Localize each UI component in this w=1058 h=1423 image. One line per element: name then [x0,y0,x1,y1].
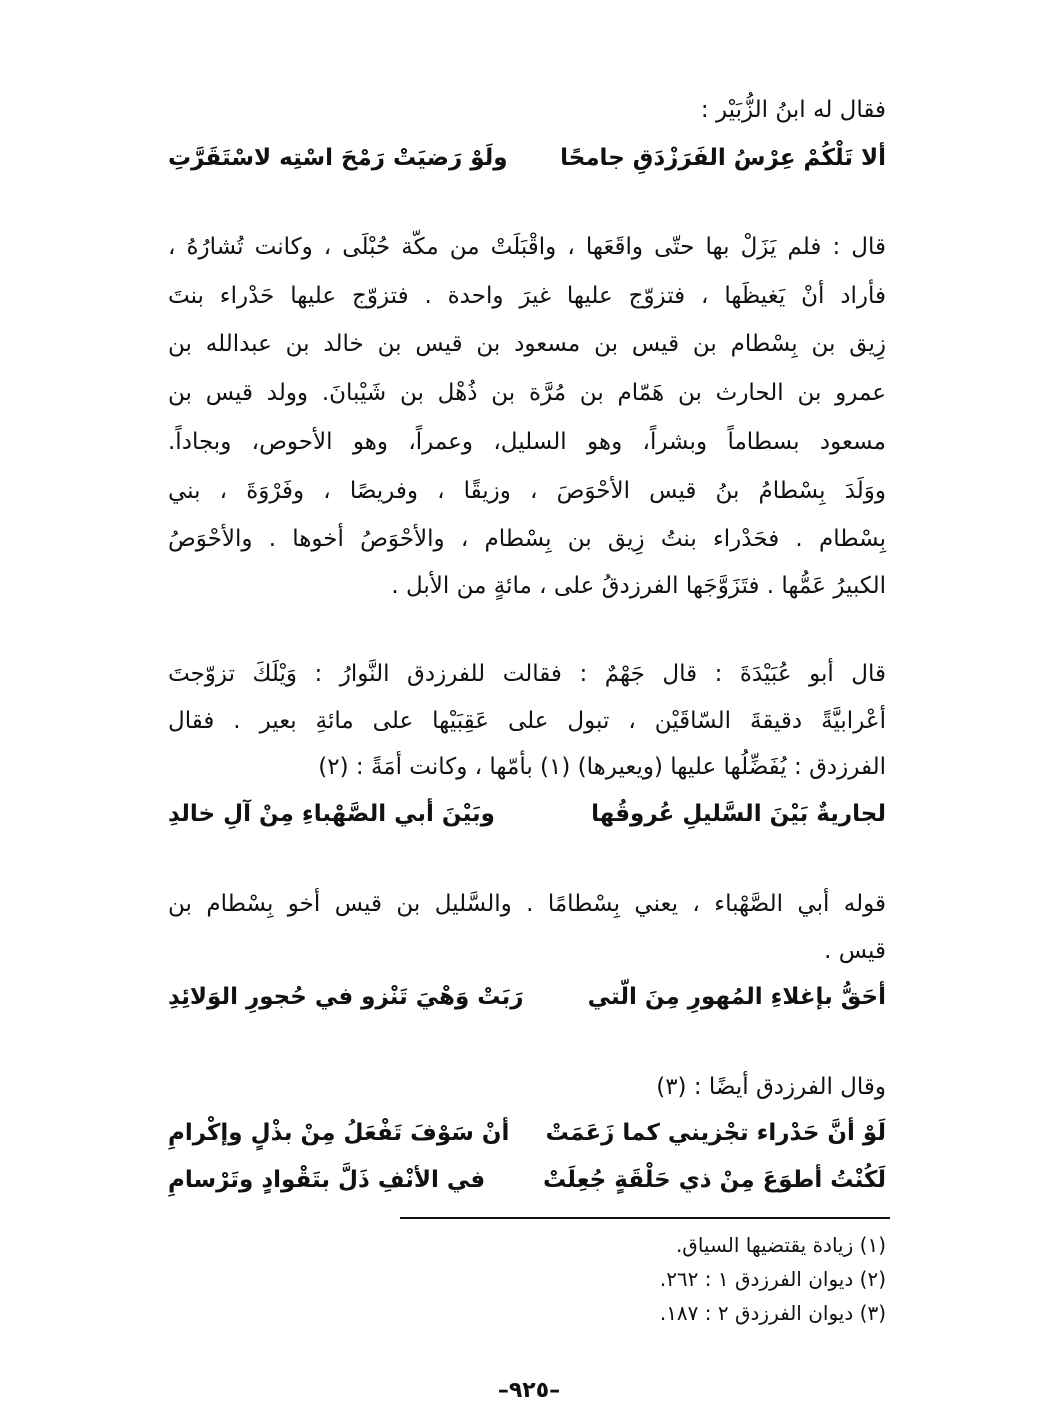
paragraph-2-line-1: قال أبو عُبَيْدَةَ : قال جَهْمٌ : فقالت للفرزدق النَّوارُ : وَيْلَكَ تزوّجتَ [168,661,886,687]
footnote-divider [400,1217,890,1219]
verse-1-first-hemistich: ألا تَلْكُمْ عِرْسُ الفَرَزْدَقِ جامحًا [560,145,886,171]
verse-1 [168,134,886,182]
paragraph-1-line-5: مسعود بسطاماً وبشراً، وهو السليل، وعمراً، وهو الأحوص، وبجاداً. [168,429,886,455]
paragraph-1-line-6: ووَلَدَ بِسْطامُ بنُ قيس الأحْوَصَ ، وزيقًا ، وفريصًا ، وفَرْوَةَ ، بني [168,478,886,504]
verse-2 [168,790,886,838]
verse-5 [168,1156,886,1204]
verse-4 [168,1109,886,1157]
verse-5-second-hemistich: في الأنْفِ ذَلَّ بتَقْوادٍ وتَرْسامِ [168,1167,486,1193]
verse-4-second-hemistich: أنْ سَوْفَ تَفْعَلُ مِنْ بذْلٍ وإكْرامِ [168,1120,510,1146]
paragraph-2-line-2: أعْرابيَّةً دقيقةَ السّاقَيْن ، تبول على عَقِبَيْها على مائةِ بعير . فقال [168,708,886,734]
footnote-3: (٣) ديوان الفرزدق ٢ : ١٨٧. [659,1301,886,1325]
verse-2-second-hemistich: وبَيْنَ أبي الصَّهْباءِ مِنْ آلِ خالدِ [168,801,495,827]
page-number: –٩٢٥– [497,1378,561,1403]
paragraph-3-line-2: قيس . [824,938,886,964]
verse-3-first-hemistich: أحَقُّ بإغلاءِ المُهورِ مِنَ الّتي [587,984,886,1010]
verse-1-second-hemistich: ولَوْ رَضيَتْ رَمْحَ اسْتِه لاسْتَقَرَّتِ [168,145,508,171]
paragraph-1-line-7: بِسْطام . فحَدْراء بنتُ زِيق بن بِسْطام ، والأحْوَصُ أخوها . والأحْوَصُ [168,526,886,552]
paragraph-1-line-2: فأراد أنْ يَغيظَها ، فتزوّج عليها غيرَ واحدة . فتزوّج عليها حَدْراء بنتَ [168,283,886,309]
paragraph-1-line-3: زِيق بن بِسْطام بن قيس بن مسعود بن قيس بن خالد بن عبدالله بن [168,331,886,357]
verse-3-second-hemistich: رَبَتْ وَهْيَ تَنْزو في حُجورِ الوَلائِدِ [168,984,524,1010]
footnote-1: (١) زيادة يقتضيها السياق. [675,1233,886,1257]
paragraph-2-line-3: الفرزدق : يُفَضِّلُها عليها (ويعيرها) (١) بأمّها ، وكانت أمَةً : (٢) [318,754,886,780]
verse-3 [168,973,886,1021]
verse-5-first-hemistich: لَكُنْتُ أطوَعَ مِنْ ذي حَلْقَةٍ جُعِلَتْ [542,1167,886,1193]
paragraph-4-line-1: وقال الفرزدق أيضًا : (٣) [656,1074,886,1100]
verse-2-first-hemistich: لجاريةٌ بَيْنَ السَّليلِ عُروقُها [591,801,886,827]
paragraph-3-line-1: قوله أبي الصَّهْباء ، يعني بِسْطامًا . والسَّليل بن قيس أخو بِسْطام بن [168,891,886,917]
footnote-2: (٢) ديوان الفرزدق ١ : ٢٦٢. [659,1267,886,1291]
paragraph-1-line-1: قال : فلم يَزَلْ بها حتّى واقَعَها ، واقْبَلَتْ من مكّة حُبْلَى ، وكانت تُشارُهُ ، [168,234,886,260]
paragraph-1-line-4: عمرو بن الحارث بن هَمّام بن مُرَّة بن ذُهْل بن شَيْبانَ. وولد قيس بن [168,380,886,406]
paragraph-1-line-8: الكبيرُ عَمُّها . فتَزَوَّجَها الفرزدقُ على ، مائةٍ من الأبل . [391,573,886,599]
verse-4-first-hemistich: لَوْ أنَّ حَدْراء تجْزيني كما زَعَمَتْ [545,1120,886,1146]
intro-line: فقال له ابنُ الزُّبَيْر : [700,97,886,123]
